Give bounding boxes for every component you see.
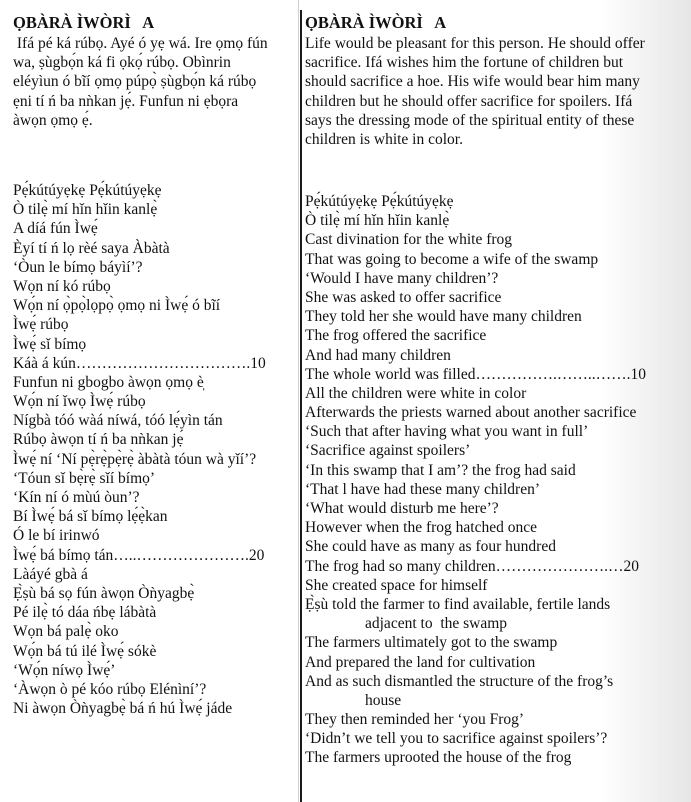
verse-line: Wọ́n ní ọ̀pọ̀lọpọ̀ ọmọ ni Ìwẹ́ ó bĩí xyxy=(13,297,221,315)
verse-line: She created space for himself xyxy=(305,576,488,594)
verse-line: ‘Didn’t we tell you to sacrifice against spoilers’? xyxy=(305,730,608,748)
verse-line: Ò tilẹ̀ mí hǐn hǐin kanlẹ̀ xyxy=(13,201,158,219)
verse-line: Káà á kún…………………………….10 xyxy=(13,354,266,372)
intro-line: sacrifice. Ifá wishes him the fortune of children but xyxy=(305,54,624,72)
verse-line: Pẹ́kútúyẹkẹ Pẹ́kútúyẹkẹ xyxy=(305,193,454,210)
english-title: ỌBÀRÀ ÌWÒRÌ A xyxy=(305,13,447,32)
verse-line: ‘Sacrifice against spoilers’ xyxy=(305,442,471,460)
verse-line: And had many children xyxy=(305,346,451,364)
intro-line: children but he should offer sacrifice for spoilers. Ifá xyxy=(305,92,633,110)
verse-line: That was going to become a wife of the swamp xyxy=(305,250,599,268)
intro-line: ẹni tí ń ba nǹkan jẹ́. Funfun ni ẹbọra xyxy=(13,92,239,110)
verse-line-continuation: adjacent to the swamp xyxy=(365,615,508,633)
verse-line: Ẹ̀ṣù bá sọ fún àwọn Òǹyagbẹ̀ xyxy=(13,584,195,602)
verse-line: And as such dismantled the structure of the frog’s xyxy=(305,672,614,690)
verse-line: Ẹ̀ṣù told the farmer to find available, fertile lands xyxy=(305,595,611,613)
verse-line: ‘That l have had these many children’ xyxy=(305,480,540,498)
verse-line: ‘Such that after having what you want in full’ xyxy=(305,423,589,441)
yoruba-title: ỌBÀRÀ ÌWÒRÌ A xyxy=(13,13,155,32)
verse-line: They told her she would have many children xyxy=(305,308,582,326)
intro-line: Life would be pleasant for this person. He should offer xyxy=(305,35,645,52)
verse-line: Ìwẹ́ ní ‘Ní pẹ̀rẹ̀pẹ̀rẹ̀ àbàtà tóun wà yǐí’? xyxy=(13,450,257,468)
verse-line: And prepared the land for cultivation xyxy=(305,653,536,671)
verse-line: Wọn ní kó rúbọ xyxy=(13,277,111,295)
verse-line: Cast divination for the white frog xyxy=(305,231,513,249)
verse-line: Bí Ìwẹ́ bá sǐ bímọ lẹ́ẹ̀kan xyxy=(13,508,168,526)
verse-line: ‘Kín ní ó mùú òun’? xyxy=(13,489,140,506)
verse-line: Wọ́n ní ǐwọ Ìwẹ́ rúbọ xyxy=(13,393,146,411)
verse-line: ‘Tóun sǐ bẹ̀rẹ̀ sǐí bímọ’ xyxy=(13,469,156,487)
intro-line: children is white in color. xyxy=(305,130,463,148)
english-intro xyxy=(305,34,689,149)
verse-line: Làáyé gbà á xyxy=(13,565,88,583)
verse-line: All the children were white in color xyxy=(305,384,527,402)
intro-line: eléyìun ó bĩí ọmọ púpọ̀ ṣùgbọ́n ká rúbọ xyxy=(13,73,257,91)
verse-line: ‘What would disturb me here’? xyxy=(305,500,499,517)
verse-line: However when the frog hatched once xyxy=(305,519,537,537)
verse-line: Ìwẹ́ bá bímọ tán…..………………….20 xyxy=(13,546,265,564)
intro-line: àwọn ọmọ ẹ́. xyxy=(13,111,93,129)
verse-line: ‘Would I have many children’? xyxy=(305,269,499,287)
verse-line: Rúbọ àwọn tí ń ba nǹkan jẹ́ xyxy=(13,431,184,449)
yoruba-verse xyxy=(13,181,266,718)
verse-line: Pé ilẹ̀ tó dáa ńbẹ lábàtà xyxy=(13,604,157,622)
intro-line: Ifá pé ká rúbọ. Ayé ó yẹ wá. Ire ọmọ fún xyxy=(13,35,268,52)
verse-line: ‘Òun le bímọ báyìí’? xyxy=(13,258,143,276)
verse-line: ‘In this swamp that I am’? the frog had said xyxy=(305,461,576,479)
verse-line: Pẹ́kútúyẹkẹ Pẹ́kútúyẹkẹ xyxy=(13,182,162,199)
verse-line: Afterwards the priests warned about another sacrifice xyxy=(305,404,637,422)
verse-line: Wọ́n bá tú ilé Ìwẹ́ sókè xyxy=(13,642,157,660)
yoruba-column xyxy=(0,0,299,802)
verse-line: Funfun ni gbogbo àwọn ọmọ è̩ xyxy=(13,373,204,391)
verse-line: Ìwẹ́ sǐ bímọ xyxy=(13,335,87,353)
verse-line: A díá fún Ìwẹ́ xyxy=(13,220,98,238)
verse-line: The farmers ultimately got to the swamp xyxy=(305,634,558,652)
verse-line: The farmers uprooted the house of the frog xyxy=(305,749,572,767)
yoruba-intro xyxy=(13,34,298,130)
verse-line: Ìwẹ́ rúbọ xyxy=(13,316,69,334)
verse-line: The whole world was filled…………….……..…….10 xyxy=(305,365,646,383)
verse-line: The frog had so many children………………….…20 xyxy=(305,557,640,575)
verse-line: They then reminded her ‘you Frog’ xyxy=(305,711,525,729)
verse-line-continuation: house xyxy=(365,691,402,709)
verse-line: Nígbà tóó wàá níwá, tóó lẹ́yìn tán xyxy=(13,412,223,430)
verse-line: ‘Àwọn ò pé kóo rúbọ Elénìní’? xyxy=(13,680,207,698)
verse-line: Ò tilẹ̀ mí hǐn hǐin kanlẹ̀ xyxy=(305,212,450,230)
verse-line: ‘Wọ́n níwọ Ìwẹ́’ xyxy=(13,661,116,679)
intro-line: says the dressing mode of the spiritual entity of these xyxy=(305,111,635,129)
column-divider xyxy=(300,10,302,802)
intro-line: should sacrifice a hoe. His wife would bear him many xyxy=(305,73,640,91)
verse-line: She could have as many as four hundred xyxy=(305,538,556,556)
intro-line: wa, ṣùgbọ́n ká fi ọkọ́ rúbọ. Obìnrin xyxy=(13,54,231,72)
english-verse xyxy=(305,192,646,768)
verse-line: Ó le bí irinwó xyxy=(13,527,100,545)
verse-line: Èyí tí ń lọ rèé saya Àbàtà xyxy=(13,239,170,257)
verse-line: The frog offered the sacrifice xyxy=(305,327,487,345)
verse-line: Wọn bá palẹ̀ oko xyxy=(13,623,119,641)
verse-line: She was asked to offer sacrifice xyxy=(305,288,502,306)
verse-line: Ni àwọn Òǹyagbẹ̀ bá ń hú Ìwẹ́ jáde xyxy=(13,700,233,718)
